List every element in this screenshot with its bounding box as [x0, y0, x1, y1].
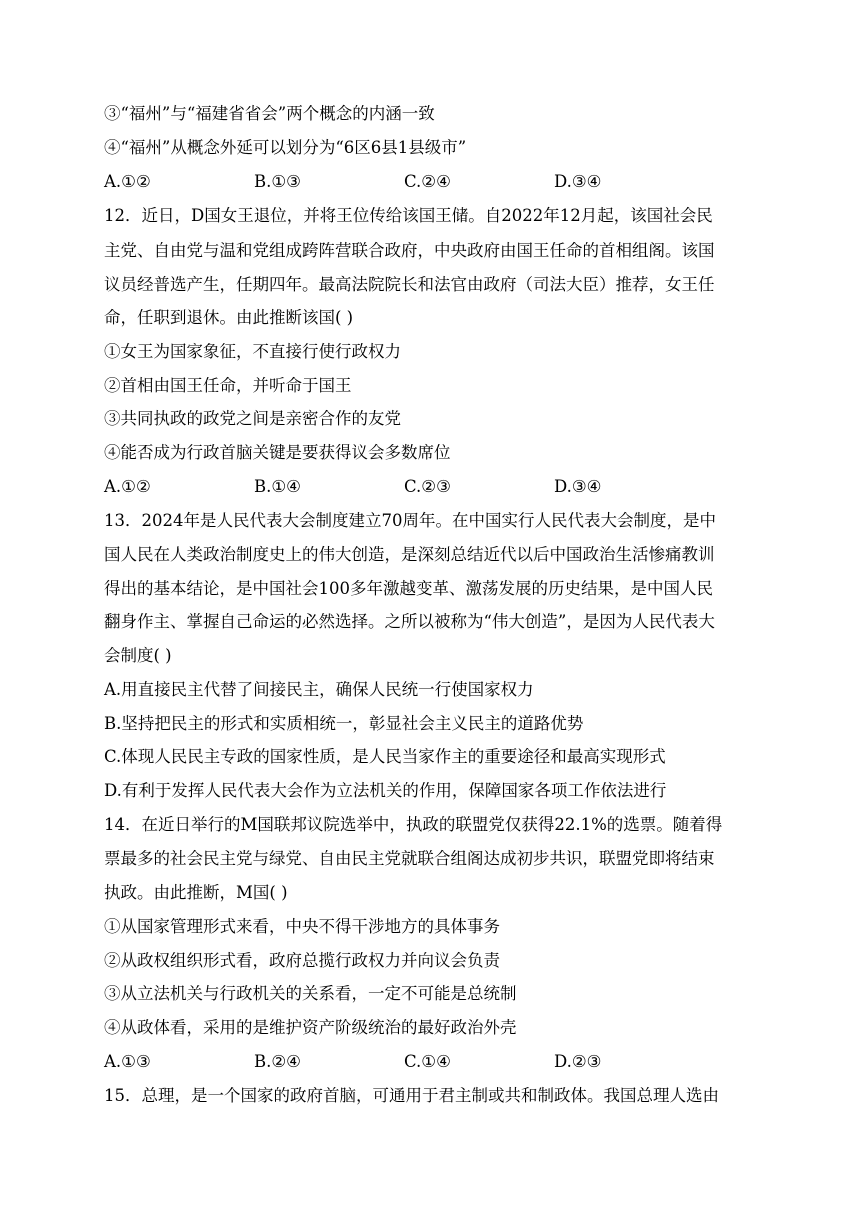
q12-options	[104, 476, 784, 498]
q13-choice-d: D.有利于发挥人民代表大会作为立法机关的作用，保障国家各项工作依法进行	[104, 781, 667, 800]
q11-options	[104, 171, 784, 193]
q13-stem-line: 13．2024年是人民代表大会制度建立70周年。在中国实行人民代表大会制度，是中	[104, 511, 716, 530]
q14-option-b: B.②④	[254, 1052, 301, 1071]
q12-stem-line: 12．近日，D国女王退位，并将王位传给该国王储。自2022年12月起，该国社会民	[104, 206, 713, 225]
q13-stem-line: 得出的基本结论，是中国社会100多年激越变革、激荡发展的历史结果，是中国人民	[104, 579, 713, 598]
q14-options	[104, 1051, 784, 1073]
q11-item-3: ③“福州”与“福建省省会”两个概念的内涵一致	[104, 104, 435, 123]
q13-choice-c: C.体现人民民主专政的国家性质，是人民当家作主的重要途径和最高实现形式	[104, 747, 666, 766]
q11-option-b: B.①③	[254, 172, 301, 191]
q14-option-d: D.②③	[554, 1052, 602, 1071]
q11-item-4: ④“福州”从概念外延可以划分为“6区6县1县级市”	[104, 138, 467, 157]
q12-option-d: D.③④	[554, 477, 602, 496]
q13-stem-line: 翻身作主、掌握自己命运的必然选择。之所以被称为“伟大创造”，是因为人民代表大	[104, 612, 715, 631]
q12-stem-line: 主党、自由党与温和党组成跨阵营联合政府，中央政府由国王任命的首相组阁。该国	[104, 241, 715, 260]
q11-option-a: A.①②	[104, 172, 151, 191]
q14-stem-line: 14．在近日举行的M国联邦议院选举中，执政的联盟党仅获得22.1%的选票。随着得	[104, 815, 723, 834]
q13-choice-a: A.用直接民主代替了间接民主，确保人民统一行使国家权力	[104, 680, 534, 699]
q12-option-a: A.①②	[104, 477, 151, 496]
q14-item-4: ④从政体看，采用的是维护资产阶级统治的最好政治外壳	[104, 1018, 517, 1037]
q13-stem-line: 国人民在人类政治制度史上的伟大创造，是深刻总结近代以后中国政治生活惨痛教训	[104, 545, 715, 564]
q14-item-1: ①从国家管理形式来看，中央不得干涉地方的具体事务	[104, 917, 500, 936]
q13-choice-b: B.坚持把民主的形式和实质相统一，彰显社会主义民主的道路优势	[104, 714, 584, 733]
q12-stem-line: 命，任职到退休。由此推断该国( )	[104, 308, 354, 327]
q13-stem-line: 会制度( )	[104, 646, 172, 665]
q14-stem-line: 票最多的社会民主党与绿党、自由民主党就联合组阁达成初步共识，联盟党即将结束	[104, 849, 715, 868]
q11-option-c: C.②④	[404, 172, 451, 191]
q12-stem-line: 议员经普选产生，任期四年。最高法院院长和法官由政府（司法大臣）推荐，女王任	[104, 275, 715, 294]
q12-item-4: ④能否成为行政首脑关键是要获得议会多数席位	[104, 443, 451, 462]
q14-option-c: C.①④	[404, 1052, 451, 1071]
q14-item-3: ③从立法机关与行政机关的关系看，一定不可能是总统制	[104, 984, 517, 1003]
q14-option-a: A.①③	[104, 1052, 151, 1071]
q12-item-2: ②首相由国王任命，并听命于国王	[104, 376, 352, 395]
q12-item-3: ③共同执政的政党之间是亲密合作的友党	[104, 409, 401, 428]
q14-stem-line: 执政。由此推断，M国( )	[104, 883, 288, 902]
q14-item-2: ②从政权组织形式看，政府总揽行政权力并向议会负责	[104, 951, 500, 970]
q12-option-c: C.②③	[404, 477, 451, 496]
q15-stem-line: 15．总理，是一个国家的政府首脑，可通用于君主制或共和制政体。我国总理人选由	[104, 1086, 719, 1105]
q11-option-d: D.③④	[554, 172, 602, 191]
q12-item-1: ①女王为国家象征，不直接行使行政权力	[104, 342, 401, 361]
q12-option-b: B.①④	[254, 477, 301, 496]
